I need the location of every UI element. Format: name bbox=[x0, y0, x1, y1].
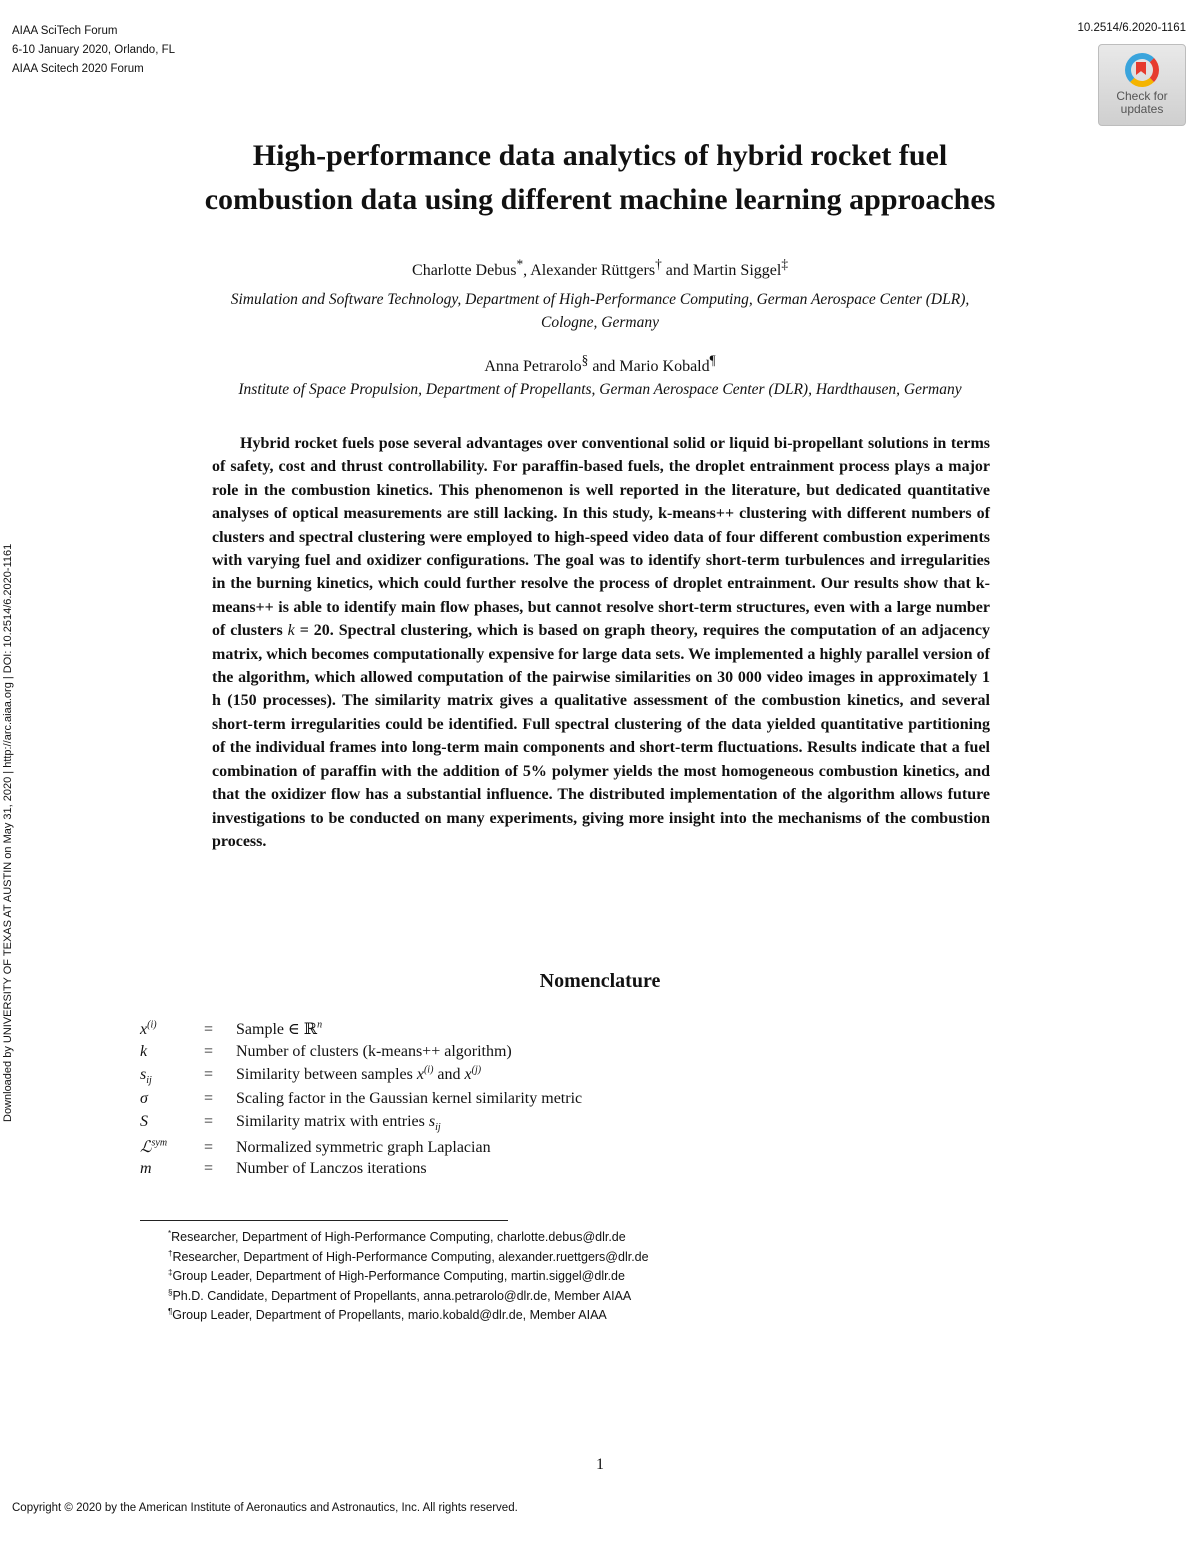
page-number: 1 bbox=[596, 1456, 604, 1473]
footnote-divider bbox=[140, 1220, 508, 1221]
nomenclature-item: m = Number of Lanczos iterations bbox=[140, 1160, 427, 1177]
affiliation: Simulation and Software Technology, Department of High-Performance Computing, German Aerospace Center (DLR), Cologne, Germany bbox=[230, 291, 970, 331]
nomenclature-item: $x^{(i)}$ = Sample ∈ ℝ$^n$ bbox=[140, 1019, 323, 1038]
author-list: Charlotte Debus*, Alexander Rüttgers† and Martin Siggel‡ bbox=[412, 256, 788, 279]
footnote: ¶Group Leader, Department of Propellants, mario.kobald@dlr.de, Member AIAA bbox=[168, 1306, 607, 1322]
footnote: ‡Group Leader, Department of High-Performance Computing, martin.siggel@dlr.de bbox=[168, 1267, 625, 1283]
nomenclature-item: $s_{ij}$ = Similarity between samples $x^{(i)}$ and $x^{(j)}$ bbox=[140, 1064, 482, 1087]
copyright-notice: Copyright © 2020 by the American Institute of Aeronautics and Astronautics, Inc. All rights reserved. bbox=[12, 1502, 518, 1514]
footnotes bbox=[168, 1228, 649, 1326]
nomenclature-list bbox=[140, 1019, 582, 1184]
section-heading: Nomenclature bbox=[539, 970, 661, 992]
nomenclature-item: S = Similarity matrix with entries $s_{ij}$ bbox=[140, 1113, 441, 1134]
venue-line: 6-10 January 2020, Orlando, FL bbox=[12, 44, 176, 56]
check-for-updates-button[interactable] bbox=[1098, 44, 1186, 126]
download-stamp: Downloaded by UNIVERSITY OF TEXAS AT AUSTIN on May 31, 2020 | http://arc.aiaa.org | DOI: 10.2514/6.2020-1161 bbox=[2, 543, 14, 1122]
nomenclature-item: ℒ$^{sym}$ = Normalized symmetric graph Laplacian bbox=[140, 1137, 491, 1156]
venue-info bbox=[12, 22, 175, 79]
affiliation: Institute of Space Propulsion, Department of Propellants, German Aerospace Center (DLR), Hardthausen, Germany bbox=[238, 381, 962, 398]
footnote: *Researcher, Department of High-Performance Computing, charlotte.debus@dlr.de bbox=[168, 1228, 626, 1244]
author-list: Anna Petrarolo§ and Mario Kobald¶ bbox=[484, 352, 716, 375]
footnote: †Researcher, Department of High-Performance Computing, alexander.ruettgers@dlr.de bbox=[168, 1248, 649, 1264]
footnote: §Ph.D. Candidate, Department of Propellants, anna.petrarolo@dlr.de, Member AIAA bbox=[168, 1287, 632, 1303]
nomenclature-item: k = Number of clusters (k-means++ algorithm) bbox=[140, 1042, 512, 1060]
doi-label[interactable]: 10.2514/6.2020-1161 bbox=[1077, 22, 1186, 34]
nomenclature-item: σ = Scaling factor in the Gaussian kernel similarity metric bbox=[140, 1089, 583, 1107]
abstract: Hybrid rocket fuels pose several advantages over conventional solid or liquid bi-propellant solutions in terms of safety, cost and thrust controllability. For paraffin-based fuels, the droplet entrainment process plays a major role in the combustion kinetics. This phenomenon is well reported in the literature, but dedicated quantitative analyses of optical measurements are still lacking. In this study, k-means++ clustering with different numbers of clusters and spectral clustering were employed to high-speed video data of four different combustion experiments with varying fuel and oxidizer configurations. The goal was to identify short-term turbulences and irregularities in the burning kinetics, which could further resolve the process of droplet entrainment. Our results show that k-means++ is able to identify main flow phases, but cannot resolve short-term structures, even with a large number of clusters k = 20. Spectral clustering, which is based on graph theory, requires the computation of an adjacency matrix, which becomes computationally expensive for large data sets. We implemented a highly parallel version of the algorithm, which allowed computation of the pairwise similarities on 30 000 video images in approximately 1 h (150 processes). The similarity matrix gives a qualitative assessment of the combustion kinetics, and several short-term irregularities could be identified. Full spectral clustering of the data yielded quantitative partitioning of the individual frames into long-term main components and short-term fluctuations. Results indicate that a fuel combination of paraffin with the addition of 5% polymer yields the most homogeneous combustion kinetics, and that the oxidizer flow has a substantial influence. The distributed implementation of the algorithm allows future investigations to be conducted on many experiments, giving more insight into the mechanisms of the combustion process. bbox=[212, 435, 990, 850]
venue-line: AIAA SciTech Forum bbox=[12, 25, 118, 37]
paper-title: High-performance data analytics of hybrid rocket fuel combustion data using different machine learning approaches bbox=[204, 139, 996, 216]
bookmark-icon bbox=[1125, 53, 1159, 87]
venue-line: AIAA Scitech 2020 Forum bbox=[12, 63, 144, 75]
badge-text: Check for updates bbox=[1116, 89, 1168, 116]
